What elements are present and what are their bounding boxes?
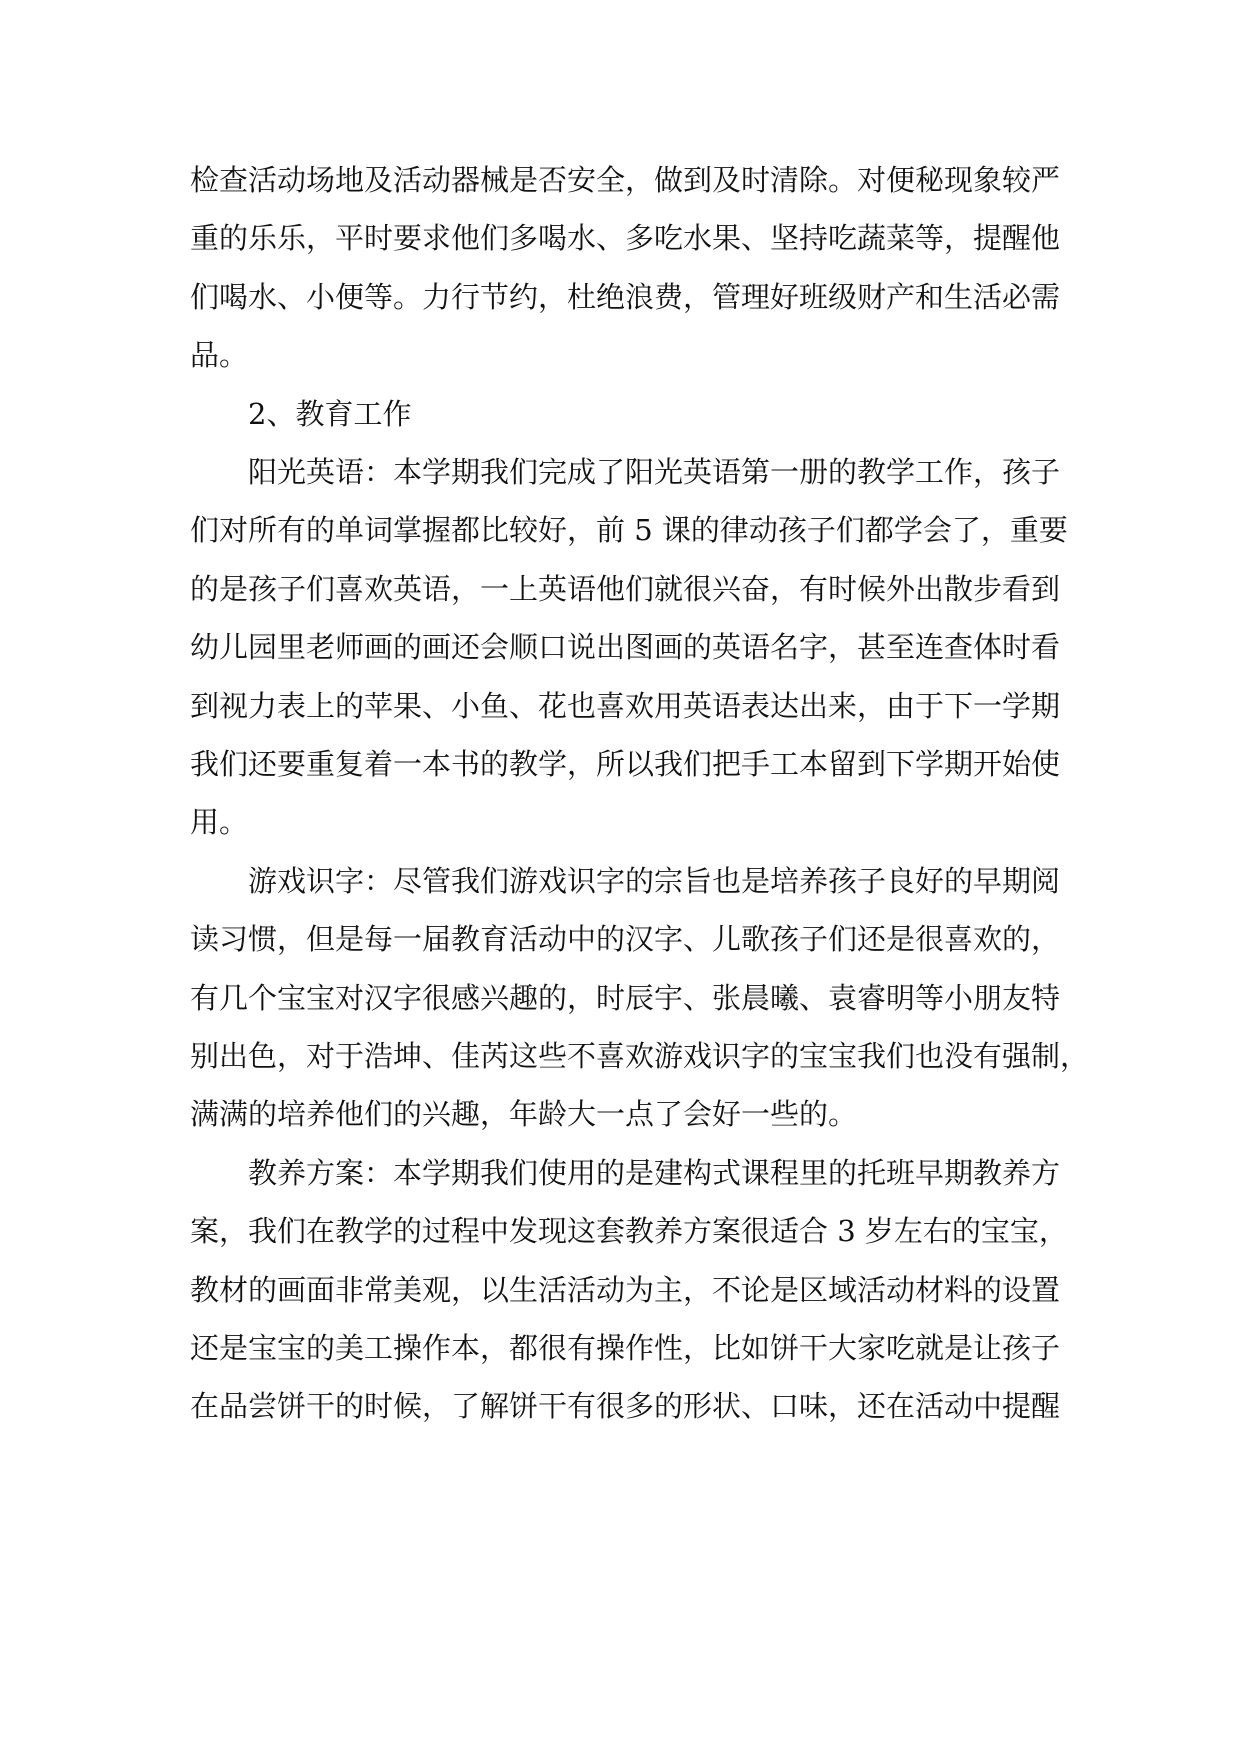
text-line: 到视力表上的苹果、小鱼、花也喜欢用英语表达出来，由于下一学期	[190, 688, 1061, 723]
text-line: 教养方案：本学期我们使用的是建构式课程里的托班早期教养方	[248, 1155, 1061, 1190]
text-line: 2、教育工作	[248, 396, 412, 431]
text-line: 重的乐乐，平时要求他们多喝水、多吃水果、坚持吃蔬菜等，提醒他	[190, 221, 1061, 256]
text-line: 阳光英语：本学期我们完成了阳光英语第一册的教学工作，孩子	[248, 455, 1061, 489]
text-line: 们喝水、小便等。力行节约，杜绝浪费，管理好班级财产和生活必需	[190, 279, 1061, 314]
text-line: 我们还要重复着一本书的教学，所以我们把手工本留到下学期开始使	[190, 747, 1061, 781]
text-line: 教材的画面非常美观，以生活活动为主，不论是区域活动材料的设置	[190, 1272, 1061, 1307]
text-line: 还是宝宝的美工操作本，都很有操作性，比如饼干大家吃就是让孩子	[190, 1331, 1061, 1365]
text-line: 案，我们在教学的过程中发现这套教养方案很适合 3 岁左右的宝宝，	[190, 1214, 1068, 1249]
text-line: 检查活动场地及活动器械是否安全，做到及时清除。对便秘现象较严	[190, 163, 1061, 197]
text-line: 品。	[190, 338, 249, 373]
text-line: 在品尝饼干的时候，了解饼干有很多的形状、口味，还在活动中提醒	[190, 1389, 1061, 1424]
text-line: 别出色，对于浩坤、佳芮这些不喜欢游戏识字的宝宝我们也没有强制，	[190, 1039, 1090, 1073]
text-line: 有几个宝宝对汉字很感兴趣的，时辰宇、张晨曦、袁睿明等小朋友特	[190, 980, 1061, 1015]
text-line: 游戏识字：尽管我们游戏识字的宗旨也是培养孩子良好的早期阅	[248, 863, 1061, 898]
text-line: 幼儿园里老师画的画还会顺口说出图画的英语名字，甚至连查体时看	[190, 630, 1061, 665]
text-line: 们对所有的单词掌握都比较好，前 5 课的律动孩子们都学会了，重要	[190, 513, 1068, 548]
text-line: 用。	[190, 805, 249, 840]
text-line: 满满的培养他们的兴趣，年龄大一点了会好一些的。	[190, 1097, 858, 1132]
text-line: 读习惯，但是每一届教育活动中的汉字、儿歌孩子们还是很喜欢的，	[190, 922, 1061, 957]
text-line: 的是孩子们喜欢英语，一上英语他们就很兴奋，有时候外出散步看到	[190, 571, 1061, 606]
